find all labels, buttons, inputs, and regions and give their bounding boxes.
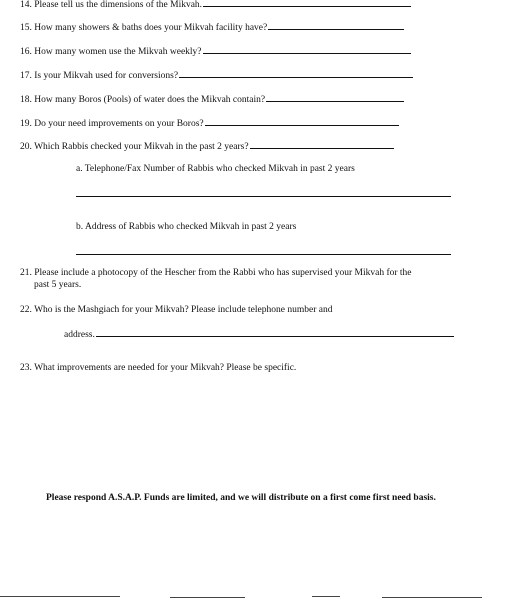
question-22-label: 22. Who is the Mashgiach for your Mikvah? Please include telephone number and	[20, 305, 333, 315]
question-15	[20, 20, 404, 34]
question-17	[20, 68, 413, 82]
footer-note: Please respond A.S.A.P. Funds are limited, and we will distribute on a first come first need basis.	[46, 493, 436, 503]
scan-edge-mark	[0, 596, 120, 597]
question-20	[20, 139, 394, 153]
scan-edge-mark	[170, 597, 245, 598]
answer-line-20b[interactable]	[76, 254, 451, 255]
answer-line-20a[interactable]	[76, 196, 451, 197]
answer-field-14[interactable]	[203, 0, 411, 7]
answer-field-18[interactable]	[266, 92, 404, 102]
question-14-label: 14. Please tell us the dimensions of the Mikvah.	[20, 0, 203, 10]
question-20a-label: a. Telephone/Fax Number of Rabbis who checked Mikvah in past 2 years	[76, 164, 355, 174]
question-21-line-2: past 5 years.	[34, 280, 82, 290]
question-14	[20, 0, 411, 11]
answer-field-19[interactable]	[205, 116, 399, 126]
question-20b-label: b. Address of Rabbis who checked Mikvah in past 2 years	[76, 222, 297, 232]
question-20a	[76, 163, 355, 175]
question-23	[20, 362, 296, 374]
question-19-label: 19. Do your need improvements on your Boros?	[20, 119, 204, 129]
question-23-label: 23. What improvements are needed for your Mikvah? Please be specific.	[20, 363, 297, 373]
answer-field-22-address[interactable]	[96, 327, 454, 337]
answer-field-17[interactable]	[179, 68, 413, 78]
answer-field-16[interactable]	[203, 44, 411, 54]
question-20b	[76, 221, 296, 233]
question-18	[20, 92, 404, 106]
question-22-address	[64, 327, 454, 341]
question-15-label: 15. How many showers & baths does your Mikvah facility have?	[20, 23, 268, 33]
question-16-label: 16. How many women use the Mikvah weekly?	[20, 47, 202, 57]
question-17-label: 17. Is your Mikvah used for conversions?	[20, 71, 179, 81]
scan-edge-mark	[382, 597, 482, 598]
question-20-label: 20. Which Rabbis checked your Mikvah in the past 2 years?	[20, 142, 249, 152]
question-19	[20, 116, 399, 130]
answer-field-15[interactable]	[268, 20, 404, 30]
question-16	[20, 44, 411, 58]
question-22	[20, 304, 332, 316]
question-22-address-label: address.	[64, 330, 95, 340]
question-21	[20, 267, 480, 291]
scan-edge-mark	[312, 596, 340, 597]
question-21-line-1: 21. Please include a photocopy of the Hescher from the Rabbi who has supervised your Mikvah for the	[20, 268, 412, 278]
answer-field-20[interactable]	[250, 139, 394, 149]
question-18-label: 18. How many Boros (Pools) of water does the Mikvah contain?	[20, 95, 266, 105]
